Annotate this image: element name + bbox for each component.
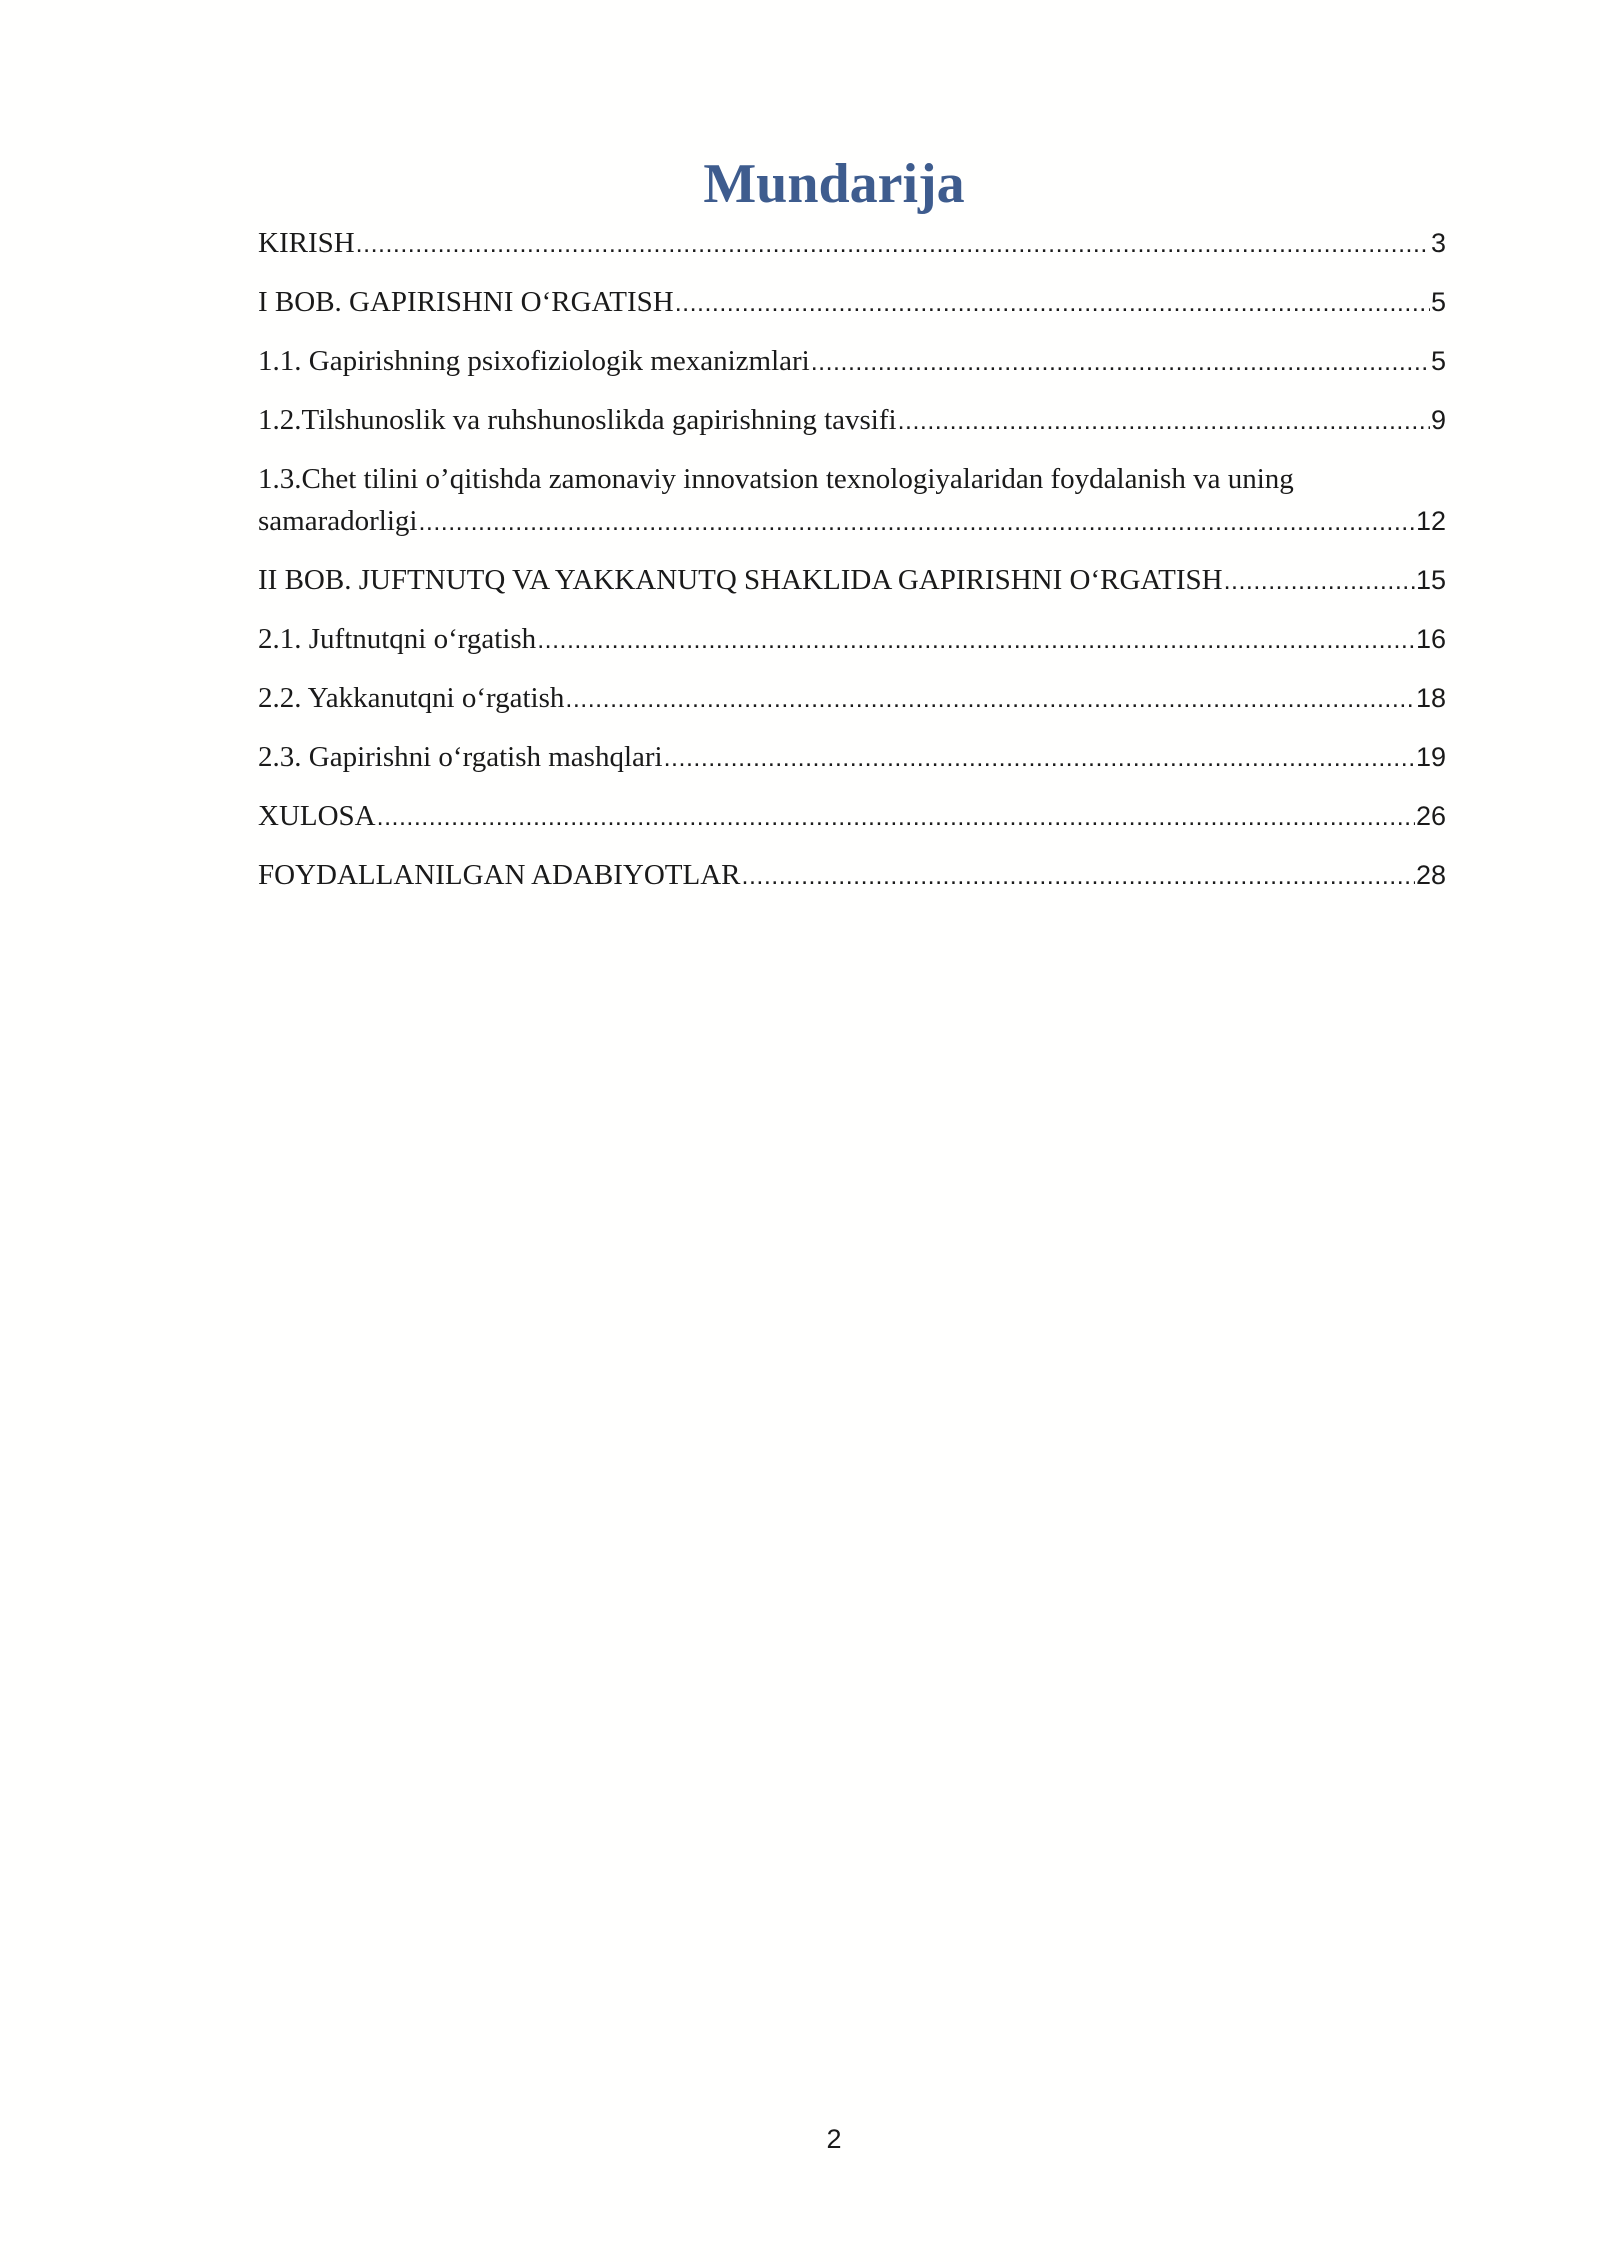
toc-entry-page: 16: [1415, 624, 1446, 654]
toc-entry-xulosa[interactable]: [258, 795, 1446, 837]
toc-entry-page: 19: [1415, 742, 1446, 772]
dot-leader: [537, 619, 1415, 660]
toc-entry-label: 1.1. Gapirishning psixofiziologik mexanizmlari: [258, 345, 810, 377]
toc-entry-page: 5: [1430, 287, 1446, 317]
page-number: 2: [826, 2124, 842, 2154]
dot-leader: [811, 341, 1430, 382]
toc-entry-page: 3: [1430, 228, 1446, 258]
toc-entry-page: 12: [1415, 506, 1446, 536]
dot-leader: [356, 223, 1430, 264]
toc-entry-label: KIRISH: [258, 227, 355, 259]
toc-entry-page: 9: [1430, 405, 1446, 435]
toc-entry-label: 2.1. Juftnutqni o‘rgatish: [258, 623, 537, 655]
toc-entry-kirish[interactable]: [258, 222, 1446, 264]
toc-entry-section-2-2[interactable]: [258, 677, 1446, 719]
table-of-contents: [258, 222, 1446, 913]
toc-entry-page: 15: [1415, 565, 1446, 595]
dot-leader: [1224, 560, 1415, 601]
dot-leader: [898, 400, 1430, 441]
toc-entry-label: XULOSA: [258, 800, 376, 832]
toc-entry-page: 5: [1430, 346, 1446, 376]
toc-entry-section-2-1[interactable]: [258, 618, 1446, 660]
toc-entry-label-line1: 1.3.Chet tilini o’qitishda zamonaviy innovatsion texnologiyalaridan foydalanish va uning: [258, 463, 1294, 495]
toc-entry-section-1-2[interactable]: [258, 399, 1446, 441]
toc-entry-bibliography[interactable]: [258, 854, 1446, 896]
dot-leader: [675, 282, 1430, 323]
toc-entry-label: 2.3. Gapirishni o‘rgatish mashqlari: [258, 741, 663, 773]
dot-leader: [742, 855, 1415, 896]
toc-entry-chapter-1[interactable]: [258, 281, 1446, 323]
toc-entry-label: 1.2.Tilshunoslik va ruhshunoslikda gapirishning tavsifi: [258, 404, 897, 436]
toc-entry-label: II BOB. JUFTNUTQ VA YAKKANUTQ SHAKLIDA GAPIRISHNI O‘RGATISH: [258, 564, 1223, 596]
toc-entry-section-2-3[interactable]: [258, 736, 1446, 778]
dot-leader: [377, 796, 1415, 837]
dot-leader: [565, 678, 1415, 719]
toc-entry-label: 2.2. Yakkanutqni o‘rgatish: [258, 682, 565, 714]
toc-entry-label: I BOB. GAPIRISHNI O‘RGATISH: [258, 286, 674, 318]
toc-entry-section-1-3[interactable]: [258, 458, 1446, 542]
toc-entry-page: 26: [1415, 801, 1446, 831]
dot-leader: [664, 737, 1415, 778]
toc-entry-page: 18: [1415, 683, 1446, 713]
toc-entry-label: samaradorligi: [258, 505, 418, 537]
dot-leader: [418, 501, 1415, 542]
toc-entry-label: FOYDALLANILGAN ADABIYOTLAR: [258, 859, 741, 891]
toc-entry-section-1-1[interactable]: [258, 340, 1446, 382]
toc-entry-chapter-2[interactable]: [258, 559, 1446, 601]
toc-entry-page: 28: [1415, 860, 1446, 890]
toc-heading: Mundarija: [703, 153, 965, 215]
